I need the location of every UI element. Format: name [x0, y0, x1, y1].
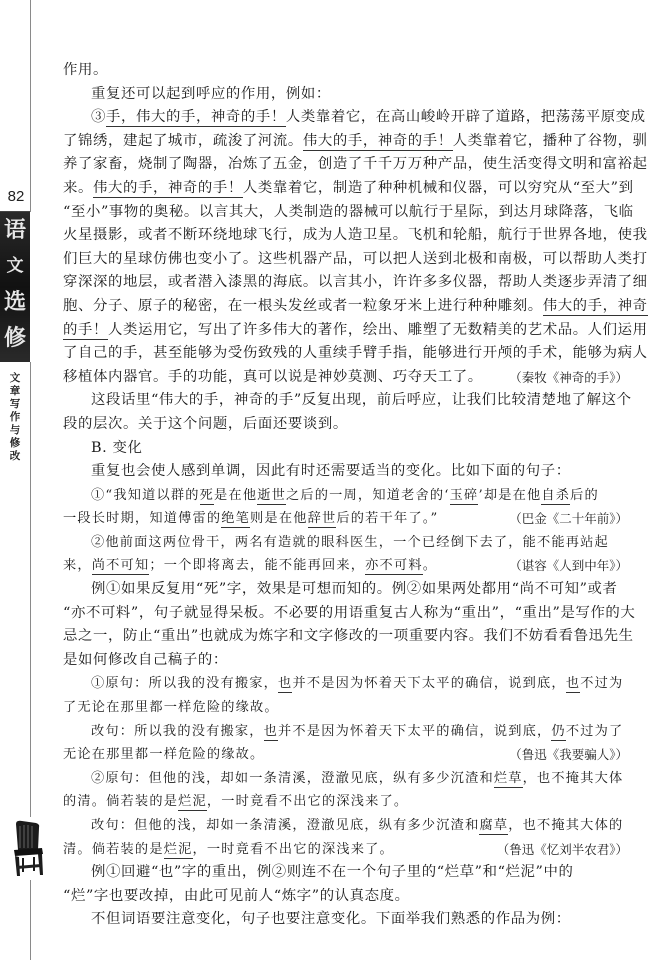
- text-line: [63, 602, 636, 626]
- underlined-phrase: 自杀: [541, 487, 571, 503]
- line-text: 不过为了: [565, 723, 624, 739]
- line-text: 穿深深的地层，或者潜入漆黑的海底。以言其小，许许多多仪器，帮助人类逐步弄清了细: [63, 274, 648, 291]
- line-text: 了自己的手，甚至能够为受伤致残的人重续手臂手指，能够进行开颅的手术，能够为病人: [63, 345, 648, 362]
- line-text: 人类运用它，写出了许多伟大的著作，绘出、雕塑了无数精美的艺术品。人们运用: [107, 321, 648, 338]
- section-title-char: 改: [9, 450, 21, 462]
- line-text: 是在他: [214, 487, 258, 503]
- line-text: 人类靠着它，制造了种种机械和仪器，可以穷究从“至大”到: [242, 179, 634, 196]
- text-line: [63, 908, 628, 932]
- page-number: 82: [7, 188, 25, 205]
- line-text: ②原句：但他的浅，却如一条清溪，澄澈见底，纵有多少沉渣和: [91, 770, 494, 786]
- line-text: ①“我知道以群的: [91, 487, 200, 503]
- underlined-phrase: 也: [278, 676, 293, 692]
- line-text: ①原句：所以我的没有搬家，: [91, 676, 279, 692]
- line-text: 并不是因为怀着天下太平的确信，说到底，: [292, 676, 566, 692]
- line-text: ②他前面这两位骨干，两名有造就的眼科医生，一个已经倒下去了，能不能再站起: [91, 534, 609, 550]
- underlined-phrase: 亦不可料: [365, 558, 423, 574]
- text-line: [63, 885, 628, 909]
- underlined-phrase: 也: [565, 676, 581, 692]
- text-line: [63, 720, 628, 744]
- line-text: 例①回避“也”字的重出，例②则连不在一个句子里的“烂草”和“烂泥”中的: [91, 864, 574, 881]
- line-text: 忌之一，防止“重出”也就成为炼字和文字修改的一项重要内容。我们不妨看看鲁迅先生: [63, 628, 634, 645]
- underlined-phrase: 尚不可知: [91, 558, 150, 574]
- underlined-phrase: 的手！: [63, 321, 108, 338]
- line-text: 后的若干年了。”: [336, 511, 439, 527]
- line-text: ，一时竟看不出它的深浅来了。: [206, 794, 409, 810]
- line-text: 来，: [63, 558, 92, 574]
- text-line: [63, 838, 628, 862]
- underlined-phrase: 仍: [551, 723, 566, 739]
- line-text: ，也不掩其大体的: [508, 818, 624, 833]
- line-text: “至小”事物的奥秘。以言其大，人类制造的器械可以航行于星际，到达月球降落，飞临: [63, 203, 634, 220]
- text-line: [63, 484, 628, 508]
- line-text: ；一个即将离去，能不能再回来，: [149, 558, 366, 574]
- line-text: 了无论在那里都一样危险的缘故。: [63, 700, 279, 716]
- text-line: [63, 271, 648, 295]
- underlined-phrase: 伟大的手，神奇的手！: [302, 132, 453, 149]
- underlined-phrase: 也: [263, 723, 279, 739]
- underlined-phrase: 腐草: [479, 818, 509, 833]
- underlined-phrase: 死: [199, 487, 215, 503]
- line-text: 胞、分子、原子的秘密，在一根头发丝或者一粒象牙米上进行种种雕刻。: [63, 297, 543, 314]
- line-text: 之后的一周，知道老舍的‘: [286, 487, 450, 503]
- line-text: 来。: [63, 179, 93, 196]
- text-line: [63, 578, 628, 602]
- text-line: [63, 625, 634, 649]
- text-line: [63, 814, 628, 838]
- underlined-phrase: 绝笔: [221, 511, 251, 527]
- text-line: [63, 767, 628, 791]
- text-line: [63, 531, 628, 555]
- text-line: [63, 224, 648, 248]
- text-line: [63, 319, 648, 343]
- line-text: 段的层次。关于这个问题，后面还要谈到。: [63, 415, 348, 432]
- text-line: [63, 554, 628, 578]
- text-line: [63, 437, 628, 461]
- line-text: ③: [91, 109, 106, 126]
- line-text: B. 变化: [91, 439, 143, 456]
- line-text: 无论在那里都一样危险的缘故。: [63, 747, 265, 763]
- citation: （巴金《二十年前》）: [509, 511, 628, 527]
- line-text: 。: [422, 558, 438, 574]
- line-text: 则是在他: [250, 511, 308, 527]
- text-line: [63, 248, 648, 272]
- text-line: [63, 366, 628, 390]
- section-title-vertical: [3, 372, 27, 463]
- line-text: 清。倘若装的是: [63, 841, 164, 857]
- underlined-phrase: 烂泥: [163, 841, 193, 857]
- line-text: 的清。倘若装的是: [63, 794, 179, 810]
- text-line: [63, 389, 632, 413]
- citation: （鲁迅《忆刘半农君》）: [496, 841, 628, 857]
- section-title-char: 写: [9, 398, 21, 410]
- text-line: [63, 672, 628, 696]
- citation: （鲁迅《我要骗人》）: [509, 747, 628, 763]
- book-title-char: 修: [3, 325, 26, 351]
- line-text: 不但词语要注意变化，句子也要注意变化。下面举我们熟悉的作品为例：: [91, 911, 571, 928]
- text-line: [63, 861, 628, 885]
- line-text: 并不是因为怀着天下太平的确信，说到底，: [278, 723, 552, 739]
- text-line: [63, 413, 628, 437]
- line-text: ，也不掩其大体: [522, 770, 624, 786]
- section-title-char: 文: [9, 372, 21, 384]
- body-text: [63, 59, 648, 932]
- margin-rule-middle: [30, 362, 31, 817]
- line-text: 了锦绣，建起了城市，疏浚了河流。: [63, 132, 303, 149]
- text-line: [63, 201, 634, 225]
- text-line: [63, 790, 628, 814]
- underlined-phrase: 辞世: [307, 511, 337, 527]
- text-line: [63, 460, 628, 484]
- text-line: [63, 83, 628, 107]
- text-line: [63, 59, 628, 83]
- line-text: 后的: [570, 487, 599, 503]
- line-text: 重复也会使人感到单调，因此有时还需要适当的变化。比如下面的句子：: [91, 463, 571, 480]
- line-text: “烂”字也要改掉，由此可见前人“炼字”的认真态度。: [63, 887, 410, 904]
- line-text: 人类靠着它，播种了谷物，驯: [452, 132, 648, 149]
- text-line: [63, 106, 646, 130]
- section-title-char: 作: [9, 411, 21, 423]
- line-text: 这段话里“伟大的手，神奇的手”反复出现，前后呼应，让我们比较清楚地了解这个: [91, 392, 632, 409]
- text-line: [63, 507, 628, 531]
- section-title-char: 与: [9, 424, 21, 436]
- line-text: 移植体内器官。手的功能，真可以说是神妙莫测、巧夺天工了。: [63, 368, 483, 385]
- citation: （秦牧《神奇的手》）: [509, 369, 628, 385]
- citation: （谌容《人到中年》）: [509, 558, 628, 574]
- book-title-char: 语: [3, 217, 26, 243]
- line-text: 火星摄影，或者不断环绕地球飞行，成为人造卫星。飞机和轮船，航行于世界各地，使我: [63, 227, 648, 244]
- line-text: 们巨大的星球仿佛也变小了。这些机器产品，可以把人送到北极和南极，可以帮助人类打: [63, 250, 648, 267]
- underlined-phrase: 伟大的手，神奇的手！: [92, 179, 243, 196]
- underlined-phrase: 玉碎: [449, 487, 479, 503]
- line-text: 改句：所以我的没有搬家，: [91, 723, 264, 739]
- text-line: [63, 153, 648, 177]
- text-line: [63, 649, 628, 673]
- line-text: ，一时竟看不出它的深浅来了。: [192, 841, 394, 857]
- text-line: [63, 130, 648, 154]
- section-title-char: 修: [9, 437, 21, 449]
- text-line: [63, 743, 628, 767]
- book-title-char: 文: [6, 256, 24, 276]
- underlined-phrase: 逝世: [257, 487, 286, 503]
- line-text: “亦不可料”，句子就显得呆板。不必要的用语重复古人称为“重出”，“重出”是写作的大: [63, 604, 636, 621]
- line-text: 改句：但他的浅，却如一条清溪，澄澈见底，纵有多少沉渣和: [91, 818, 480, 833]
- margin-rule-top: [30, 0, 31, 212]
- text-line: [63, 342, 648, 366]
- line-text: 不过为: [580, 676, 624, 692]
- line-text: 作用。: [63, 62, 108, 78]
- line-text: 一段长时期，知道傅雷的: [63, 511, 222, 527]
- underlined-phrase: 烂泥: [178, 794, 207, 810]
- line-text: ’却是在他: [478, 487, 542, 503]
- margin-rule-bottom: [30, 880, 31, 960]
- line-text: 人类靠着它，在高山峻岭开辟了道路，把荡荡平原变成: [285, 109, 646, 126]
- underlined-phrase: 烂草: [493, 770, 523, 786]
- text-line: [63, 696, 628, 720]
- text-line: [63, 177, 634, 201]
- book-title-char: 选: [3, 289, 26, 315]
- underlined-phrase: 伟大的手，神奇: [542, 297, 648, 314]
- line-text: 重复还可以起到呼应的作用，例如：: [91, 85, 331, 102]
- text-line: [63, 295, 648, 319]
- line-text: 是如何修改自己稿子的：: [63, 651, 228, 668]
- underlined-phrase: 手，伟大的手，神奇的手！: [106, 109, 286, 126]
- line-text: 养了家畜，烧制了陶器，冶炼了五金，创造了千千万万种产品，使生活变得文明和富裕起: [63, 156, 648, 173]
- line-text: 例①如果反复用“死”字，效果是可想而知的。例②如果两处都用“尚不可知”或者: [91, 581, 618, 598]
- chair-icon: [10, 820, 46, 878]
- book-title-block: [0, 212, 30, 362]
- section-title-char: 章: [9, 385, 21, 397]
